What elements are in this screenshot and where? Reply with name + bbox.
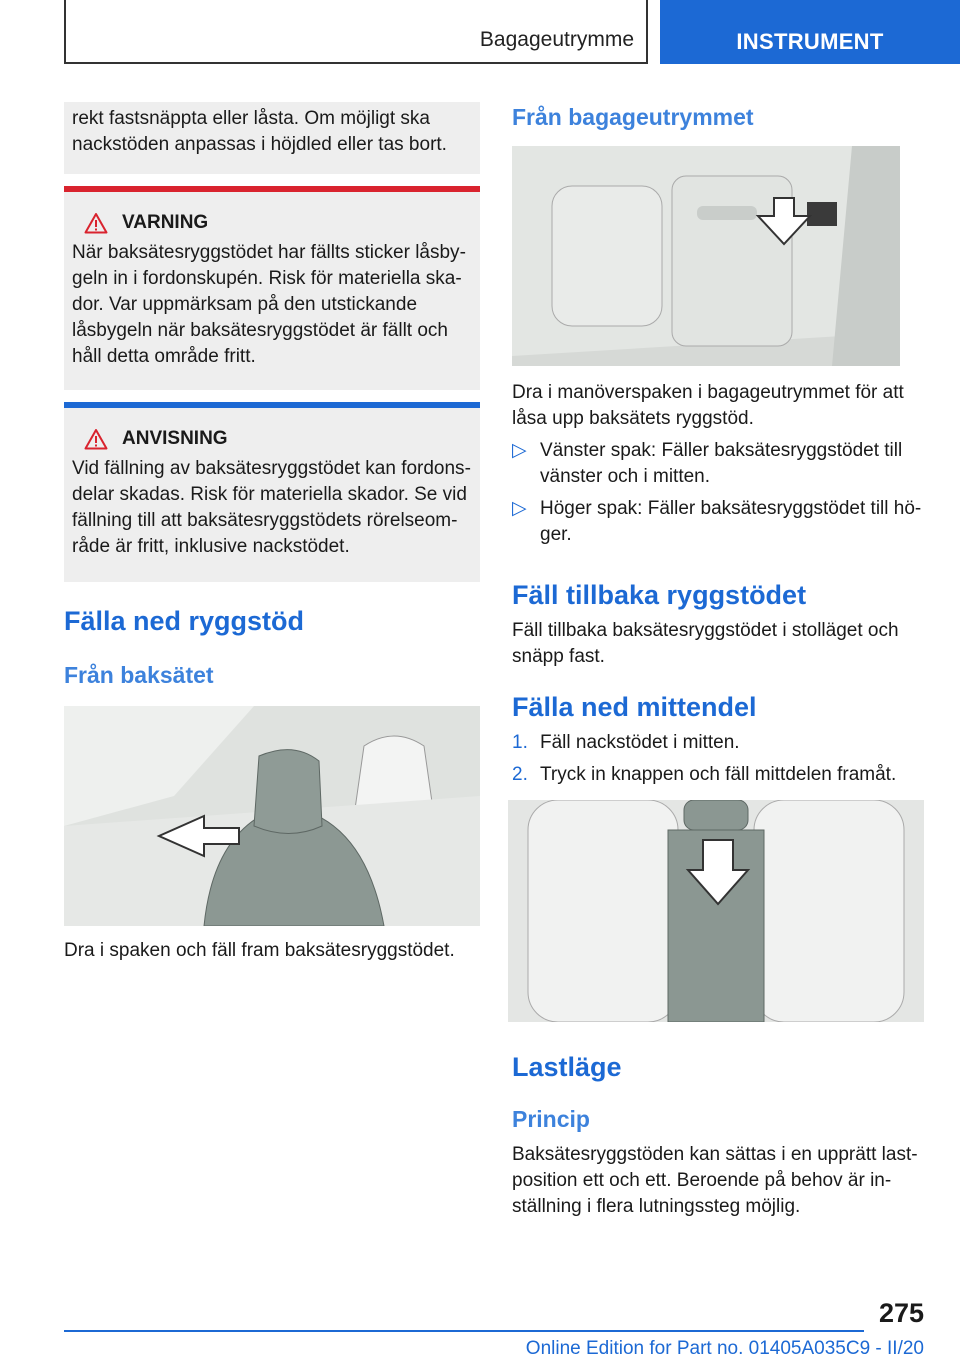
page-number: 275 xyxy=(878,1298,924,1328)
trunk-illustration xyxy=(512,146,900,366)
warning-triangle-icon xyxy=(84,212,108,234)
notice-title: ANVISNING xyxy=(122,428,228,449)
fold-back-text: Fäll tillbaka baksätesryggstödet i stolläget och snäpp fast. xyxy=(512,620,899,667)
list-item-left-lever xyxy=(512,438,924,490)
center-seat-image xyxy=(508,800,924,1022)
rear-seat-image xyxy=(64,706,480,926)
header-chapter-title: INSTRUMENT xyxy=(736,29,884,54)
heading-fold-center: Fälla ned mittendel xyxy=(512,692,757,722)
warning-heading xyxy=(84,212,472,234)
warning-title: VARNING xyxy=(122,212,209,233)
caption-rear-seat: Dra i spaken och fäll fram baksätesryggstödet. xyxy=(64,940,455,961)
heading-principle: Princip xyxy=(512,1106,590,1132)
list-item-text: Vänster spak: Fäller baksätesryggstödet till vänster och i mitten. xyxy=(540,440,903,487)
step-text: Tryck in knappen och fäll mittdelen framåt. xyxy=(540,764,897,785)
principle-text: Baksätesryggstöden kan sättas i en upprätt lastposition ett och ett. Beroende på behov är inställning i flera lutningssteg möjlig. xyxy=(512,1144,918,1217)
heading-from-rear-seat: Från baksätet xyxy=(64,662,214,688)
step-number: 2. xyxy=(512,764,528,785)
header-chapter-tab xyxy=(660,0,960,64)
header-section-title: Bagageutrymme xyxy=(479,28,634,51)
step-number: 1. xyxy=(512,732,528,753)
bullet-marker: ▷ xyxy=(512,498,527,519)
header-section-tab xyxy=(64,0,648,64)
heading-fold-backrest: Fälla ned ryggstöd xyxy=(64,606,305,636)
footer-divider xyxy=(64,1330,864,1332)
trunk-image xyxy=(512,146,900,366)
warning-text: När baksätesryggstödet har fällts sticker låsbygeln in i fordonskupén. Risk för materiella skador. Var uppmärksam på den utstickande låsbygeln när baksätesryggstödet är fällt och håll detta område fritt. xyxy=(72,242,466,367)
footer-edition: Online Edition for Part no. 01405A035C9 - II/20 xyxy=(525,1338,924,1359)
step-2 xyxy=(512,762,924,788)
trunk-instruction: Dra i manöverspaken i bagageutrymmet för att låsa upp baksätets ryggstöd. xyxy=(512,382,904,429)
heading-fold-back: Fäll tillbaka ryggstödet xyxy=(512,580,807,610)
continued-text-box xyxy=(64,102,480,174)
center-seat-illustration xyxy=(508,800,924,1022)
step-text: Fäll nackstödet i mitten. xyxy=(540,732,740,753)
continued-text: rekt fastsnäppta eller låsta. Om möjligt ska nackstöden anpassas i höjdled eller tas bort. xyxy=(72,108,447,155)
notice-box xyxy=(64,408,480,582)
notice-triangle-icon xyxy=(84,428,108,450)
heading-load-position: Lastläge xyxy=(512,1052,622,1082)
heading-from-trunk: Från bagageutrymmet xyxy=(512,104,754,130)
warning-box xyxy=(64,192,480,390)
list-item-right-lever xyxy=(512,496,924,548)
notice-text: Vid fällning av baksätesryggstödet kan fordonsdelar skadas. Risk för materiella skador. Se vid fällning till att baksätesryggstödets rörelseområde är fritt, inklusive nackstödet. xyxy=(72,458,471,557)
list-item-text: Höger spak: Fäller baksätesryggstödet till höger. xyxy=(540,498,922,545)
notice-heading xyxy=(84,428,472,450)
rear-seat-illustration xyxy=(64,706,480,926)
step-1 xyxy=(512,730,924,756)
bullet-marker: ▷ xyxy=(512,440,527,461)
